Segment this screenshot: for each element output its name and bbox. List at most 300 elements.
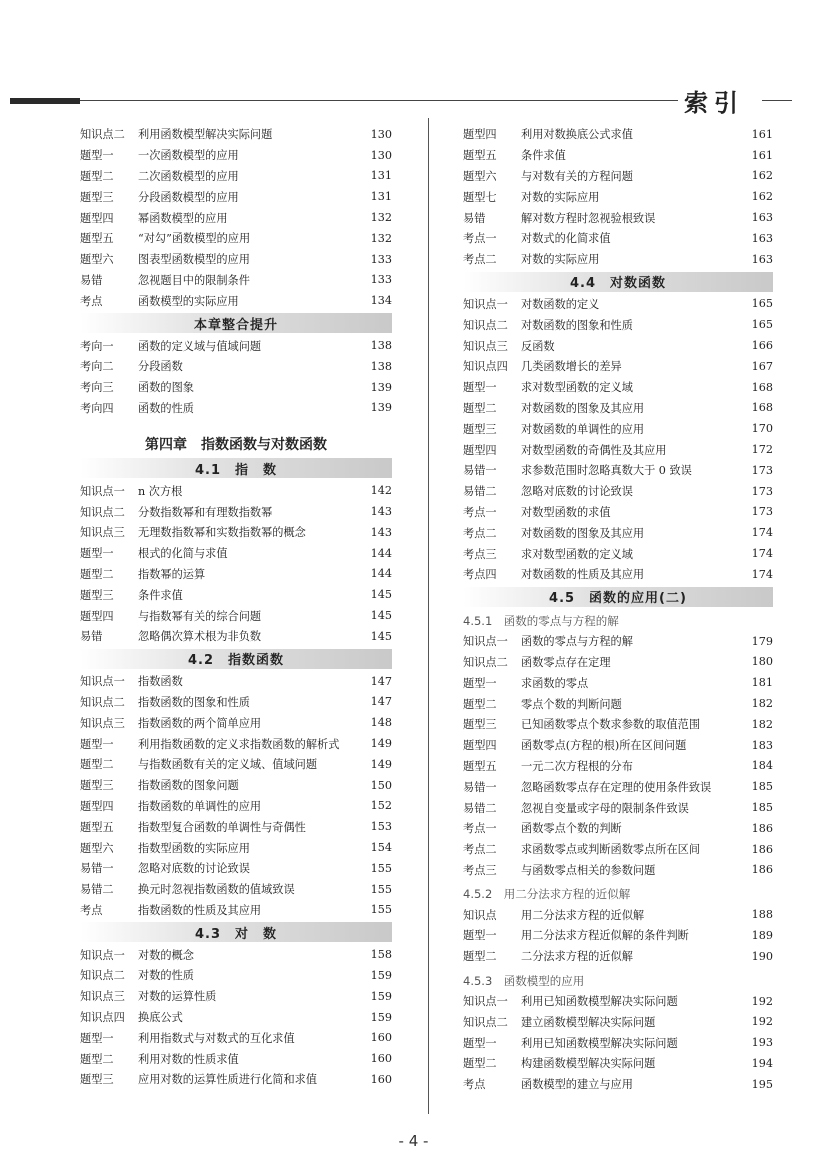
toc-entry <box>80 626 392 647</box>
subsection-heading: 4.5.3 函数模型的应用 <box>463 973 585 988</box>
toc-label: 知识点一 <box>463 995 508 1009</box>
toc-page: 182 <box>751 717 773 731</box>
toc-text: 忽略对底数的讨论致误 <box>521 485 633 499</box>
toc-label: 知识点二 <box>463 318 508 332</box>
toc-entry <box>463 522 773 543</box>
toc-label: 考点四 <box>463 568 497 582</box>
toc-page: 132 <box>370 211 392 225</box>
toc-text: 分段函数模型的应用 <box>138 190 239 204</box>
toc-entry <box>80 733 392 754</box>
toc-page: 138 <box>370 359 392 373</box>
toc-label: 题型一 <box>463 929 497 943</box>
toc-text: 利用指数函数的定义求指数函数的解析式 <box>138 737 340 751</box>
toc-entry <box>80 522 392 543</box>
toc-text: 建立函数模型解决实际问题 <box>521 1015 656 1029</box>
toc-entry <box>80 398 392 419</box>
toc-page: 190 <box>751 949 773 963</box>
toc-label: 题型一 <box>80 149 114 163</box>
toc-page: 158 <box>370 948 392 962</box>
left-column <box>80 124 392 1090</box>
toc-page: 192 <box>751 1015 773 1029</box>
toc-label: 知识点一 <box>80 484 125 498</box>
toc-label: 考向四 <box>80 401 114 415</box>
toc-text: 对数型函数的求值 <box>521 505 611 519</box>
toc-group <box>80 124 392 311</box>
toc-page: 145 <box>370 588 392 602</box>
toc-text: 对数函数的定义 <box>521 297 600 311</box>
toc-page: 148 <box>370 716 392 730</box>
toc-page: 186 <box>751 821 773 835</box>
toc-label: 知识点三 <box>80 526 125 540</box>
toc-text: 忽视题目中的限制条件 <box>138 273 250 287</box>
toc-text: 应用对数的运算性质进行化简和求值 <box>138 1073 318 1087</box>
toc-entry <box>80 754 392 775</box>
toc-entry <box>463 186 773 207</box>
toc-label: 题型四 <box>80 609 114 623</box>
toc-page: 152 <box>370 799 392 813</box>
toc-text: 用二分法求方程近似解的条件判断 <box>521 929 689 943</box>
toc-entry <box>80 837 392 858</box>
toc-text: 指数函数的图象和性质 <box>138 695 250 709</box>
toc-label: 考点一 <box>463 232 497 246</box>
toc-text: 指数函数的单调性的应用 <box>138 799 262 813</box>
toc-label: 考向三 <box>80 381 114 395</box>
header-rule-right <box>762 100 792 101</box>
toc-page: 149 <box>370 737 392 751</box>
toc-text: n 次方根 <box>138 484 183 498</box>
toc-label: 题型一 <box>463 1036 497 1050</box>
toc-label: 题型三 <box>463 718 497 732</box>
toc-label: 考点三 <box>463 547 497 561</box>
toc-entry <box>463 564 773 585</box>
toc-entry <box>463 693 773 714</box>
toc-text: 函数零点(方程的根)所在区间问题 <box>521 739 687 753</box>
toc-entry <box>80 605 392 626</box>
toc-label: 知识点二 <box>463 655 508 669</box>
toc-entry <box>80 986 392 1007</box>
toc-entry <box>80 1048 392 1069</box>
toc-page: 184 <box>751 759 773 773</box>
toc-entry <box>463 145 773 166</box>
toc-page: 194 <box>751 1056 773 1070</box>
toc-entry <box>80 124 392 145</box>
toc-entry <box>80 944 392 965</box>
toc-label: 题型一 <box>80 547 114 561</box>
toc-label: 易错二 <box>463 801 497 815</box>
toc-text: 对数函数的性质及其应用 <box>521 568 645 582</box>
toc-label: 题型二 <box>463 1057 497 1071</box>
toc-entry <box>463 439 773 460</box>
toc-label: 题型五 <box>463 759 497 773</box>
toc-entry <box>80 858 392 879</box>
toc-text: 利用指数式与对数式的互化求值 <box>138 1031 295 1045</box>
toc-entry <box>463 314 773 335</box>
toc-text: 对数函数的图象及其应用 <box>521 526 645 540</box>
toc-group <box>463 631 773 881</box>
section-heading: 4.5 函数的应用(二) <box>463 587 773 607</box>
toc-text: 解对数方程时忽视验根致误 <box>521 211 656 225</box>
toc-label: 知识点二 <box>463 1015 508 1029</box>
toc-entry <box>80 564 392 585</box>
toc-label: 易错二 <box>80 883 114 897</box>
toc-label: 易错 <box>80 273 103 287</box>
toc-text: 条件求值 <box>138 588 183 602</box>
toc-label: 知识点 <box>463 908 497 922</box>
toc-text: 利用已知函数模型解决实际问题 <box>521 1036 678 1050</box>
toc-page: 130 <box>370 127 392 141</box>
toc-page: 155 <box>370 882 392 896</box>
toc-label: 题型一 <box>463 381 497 395</box>
toc-page: 182 <box>751 697 773 711</box>
toc-text: 求对数型函数的定义域 <box>521 547 633 561</box>
toc-label: 题型三 <box>463 422 497 436</box>
section-heading: 4.1 指 数 <box>80 458 392 478</box>
section-heading: 本章整合提升 <box>80 313 392 333</box>
toc-entry <box>80 501 392 522</box>
toc-text: 二分法求方程的近似解 <box>521 950 633 964</box>
toc-page: 132 <box>370 231 392 245</box>
toc-page: 144 <box>370 567 392 581</box>
toc-text: 利用对数换底公式求值 <box>521 128 633 142</box>
toc-page: 133 <box>370 252 392 266</box>
toc-page: 160 <box>370 1052 392 1066</box>
toc-text: 二次函数模型的应用 <box>138 169 239 183</box>
toc-page: 147 <box>370 674 392 688</box>
toc-entry <box>463 1032 773 1053</box>
toc-label: 考点二 <box>463 253 497 267</box>
toc-entry <box>463 228 773 249</box>
toc-page: 174 <box>751 547 773 561</box>
toc-entry <box>463 735 773 756</box>
toc-text: 指数函数的图象问题 <box>138 779 239 793</box>
toc-page: 142 <box>370 484 392 498</box>
toc-text: 零点个数的判断问题 <box>521 697 622 711</box>
toc-text: 函数零点存在定理 <box>521 655 611 669</box>
toc-text: 与指数幂有关的综合问题 <box>138 609 262 623</box>
toc-text: 求对数型函数的定义域 <box>521 381 633 395</box>
toc-page: 160 <box>370 1031 392 1045</box>
toc-text: 几类函数增长的差异 <box>521 360 622 374</box>
toc-group <box>463 294 773 585</box>
toc-entry <box>463 631 773 652</box>
toc-text: 分段函数 <box>138 360 183 374</box>
toc-page: 147 <box>370 695 392 709</box>
toc-entry <box>80 1027 392 1048</box>
toc-label: 知识点四 <box>463 360 508 374</box>
toc-page: 185 <box>751 780 773 794</box>
toc-label: 易错二 <box>463 485 497 499</box>
toc-label: 知识点三 <box>463 339 508 353</box>
toc-text: 对数函数的图象及其应用 <box>521 401 645 415</box>
page-number: - 4 - <box>398 1132 429 1150</box>
toc-label: 题型五 <box>80 820 114 834</box>
toc-label: 题型二 <box>80 567 114 581</box>
toc-page: 153 <box>370 820 392 834</box>
toc-page: 174 <box>751 526 773 540</box>
toc-page: 139 <box>370 401 392 415</box>
toc-entry <box>80 1069 392 1090</box>
toc-page: 193 <box>751 1036 773 1050</box>
toc-text: 求函数零点或判断函数零点所在区间 <box>521 843 701 857</box>
toc-page: 192 <box>751 994 773 1008</box>
right-column <box>463 124 773 1095</box>
toc-label: 知识点一 <box>80 948 125 962</box>
toc-entry <box>80 228 392 249</box>
toc-label: 题型二 <box>80 758 114 772</box>
toc-text: 对数的概念 <box>138 948 194 962</box>
toc-text: 对数的实际应用 <box>521 190 600 204</box>
toc-page: 173 <box>751 484 773 498</box>
toc-entry <box>80 965 392 986</box>
toc-entry <box>463 797 773 818</box>
toc-entry <box>463 776 773 797</box>
toc-label: 题型五 <box>80 232 114 246</box>
toc-page: 162 <box>751 190 773 204</box>
toc-page: 159 <box>370 968 392 982</box>
toc-group <box>463 904 773 966</box>
toc-page: 168 <box>751 401 773 415</box>
toc-label: 题型二 <box>80 169 114 183</box>
toc-label: 考点 <box>80 903 103 917</box>
column-divider <box>428 118 429 1114</box>
toc-label: 易错一 <box>463 464 497 478</box>
toc-text: 函数的定义域与值域问题 <box>138 339 262 353</box>
toc-text: 指数函数的性质及其应用 <box>138 903 262 917</box>
section-heading: 4.3 对 数 <box>80 922 392 942</box>
section-heading: 4.4 对数函数 <box>463 272 773 292</box>
toc-page: 179 <box>751 634 773 648</box>
section-heading: 4.2 指数函数 <box>80 649 392 669</box>
toc-text: 换元时忽视指数函数的值域致误 <box>138 883 295 897</box>
toc-page: 161 <box>751 127 773 141</box>
toc-label: 题型三 <box>80 779 114 793</box>
subsection-heading: 4.5.1 函数的零点与方程的解 <box>463 613 619 628</box>
toc-text: 忽视自变量或字母的限制条件致误 <box>521 801 689 815</box>
toc-entry <box>80 796 392 817</box>
toc-label: 易错一 <box>80 862 114 876</box>
toc-page: 154 <box>370 841 392 854</box>
toc-label: 知识点四 <box>80 1011 125 1025</box>
toc-label: 知识点三 <box>80 716 125 730</box>
toc-entry <box>80 900 392 921</box>
toc-entry <box>463 249 773 270</box>
toc-page: 174 <box>751 567 773 581</box>
toc-text: 函数模型的建立与应用 <box>521 1078 633 1092</box>
toc-text: 构建函数模型解决实际问题 <box>521 1057 656 1071</box>
toc-text: 反函数 <box>521 339 555 353</box>
toc-text: 用二分法求方程的近似解 <box>521 908 645 922</box>
toc-entry <box>80 692 392 713</box>
toc-text: 对数函数的图象和性质 <box>521 318 633 332</box>
toc-entry <box>463 398 773 419</box>
toc-label: 考向二 <box>80 360 114 374</box>
toc-label: 题型二 <box>463 401 497 415</box>
toc-label: 易错 <box>80 630 103 644</box>
toc-label: 题型六 <box>463 169 497 183</box>
toc-label: 考向一 <box>80 339 114 353</box>
toc-page: 188 <box>751 908 773 922</box>
toc-text: 函数模型的实际应用 <box>138 294 239 308</box>
toc-text: 忽略偶次算术根为非负数 <box>138 630 262 644</box>
toc-page: 155 <box>370 903 392 917</box>
toc-entry <box>80 335 392 356</box>
toc-text: 一元二次方程根的分布 <box>521 759 633 773</box>
toc-page: 144 <box>370 546 392 560</box>
toc-entry <box>80 879 392 900</box>
toc-page: 138 <box>370 339 392 353</box>
toc-text: 分数指数幂和有理数指数幂 <box>138 505 273 519</box>
toc-label: 题型六 <box>80 253 114 267</box>
toc-label: 易错一 <box>463 780 497 794</box>
toc-entry <box>80 377 392 398</box>
toc-label: 题型三 <box>80 1073 114 1087</box>
page-header <box>0 0 827 120</box>
toc-page: 173 <box>751 505 773 519</box>
subsection-heading: 4.5.2 用二分法求方程的近似解 <box>463 887 631 902</box>
toc-entry <box>463 481 773 502</box>
toc-group <box>80 335 392 418</box>
toc-page: 150 <box>370 778 392 792</box>
toc-entry <box>80 356 392 377</box>
toc-entry <box>80 249 392 270</box>
toc-entry <box>80 166 392 187</box>
toc-text: 与指数函数有关的定义域、值域问题 <box>138 758 318 772</box>
toc-label: 知识点二 <box>80 695 125 709</box>
toc-entry <box>463 904 773 925</box>
toc-entry <box>463 925 773 946</box>
toc-entry <box>463 756 773 777</box>
header-title: 索引 <box>684 89 744 117</box>
toc-entry <box>80 186 392 207</box>
toc-label: 考点二 <box>463 843 497 857</box>
toc-entry <box>80 775 392 796</box>
toc-page: 145 <box>370 629 392 643</box>
toc-entry <box>80 816 392 837</box>
toc-label: 题型四 <box>463 443 497 457</box>
toc-entry <box>463 543 773 564</box>
toc-page: 185 <box>751 801 773 814</box>
toc-entry <box>463 946 773 967</box>
toc-label: 题型一 <box>463 676 497 690</box>
toc-page: 170 <box>751 422 773 436</box>
toc-page: 183 <box>751 738 773 752</box>
toc-text: 对数的运算性质 <box>138 990 217 1004</box>
toc-page: 143 <box>370 525 392 539</box>
toc-text: 求参数范围时忽略真数大于 0 致误 <box>521 464 692 478</box>
toc-text: 忽略对底数的讨论致误 <box>138 862 250 876</box>
toc-entry <box>80 543 392 564</box>
toc-entry <box>463 1053 773 1074</box>
toc-entry <box>80 207 392 228</box>
toc-page: 180 <box>751 655 773 669</box>
toc-group <box>80 480 392 646</box>
toc-entry <box>463 377 773 398</box>
toc-text: 利用已知函数模型解决实际问题 <box>521 995 678 1009</box>
toc-page: 160 <box>370 1072 392 1086</box>
toc-text: 指数幂的运算 <box>138 567 206 581</box>
toc-text: 幂函数模型的应用 <box>138 211 228 225</box>
toc-page: 131 <box>370 190 392 204</box>
toc-entry <box>80 671 392 692</box>
toc-page: 143 <box>370 505 392 519</box>
toc-entry <box>80 712 392 733</box>
toc-page: 172 <box>751 443 773 457</box>
toc-text: 函数的零点与方程的解 <box>521 635 633 649</box>
toc-entry <box>463 839 773 860</box>
toc-entry <box>463 418 773 439</box>
toc-page: 163 <box>751 252 773 266</box>
toc-entry <box>463 294 773 315</box>
toc-entry <box>463 991 773 1012</box>
toc-entry <box>80 1007 392 1028</box>
toc-label: 题型五 <box>463 149 497 163</box>
toc-entry <box>463 207 773 228</box>
toc-entry <box>463 460 773 481</box>
toc-entry <box>463 860 773 881</box>
toc-page: 195 <box>751 1077 773 1091</box>
toc-entry <box>463 1074 773 1095</box>
toc-label: 题型二 <box>463 950 497 964</box>
toc-entry <box>80 290 392 311</box>
toc-entry <box>463 1011 773 1032</box>
toc-text: 一次函数模型的应用 <box>138 149 239 163</box>
toc-entry <box>463 714 773 735</box>
toc-group <box>80 944 392 1090</box>
toc-page: 133 <box>370 273 392 287</box>
toc-page: 159 <box>370 1010 392 1024</box>
toc-label: 知识点一 <box>463 635 508 649</box>
toc-label: 题型四 <box>463 739 497 753</box>
toc-text: 无理数指数幂和实数指数幂的概念 <box>138 526 306 540</box>
toc-text: 对数函数的单调性的应用 <box>521 422 645 436</box>
toc-entry <box>463 124 773 145</box>
toc-entry <box>463 356 773 377</box>
toc-entry <box>463 166 773 187</box>
toc-entry <box>463 818 773 839</box>
toc-entry <box>80 145 392 166</box>
toc-label: 题型一 <box>80 737 114 751</box>
toc-label: 题型四 <box>80 211 114 225</box>
toc-label: 题型七 <box>463 190 497 204</box>
toc-page: 163 <box>751 231 773 245</box>
toc-page: 159 <box>370 989 392 1003</box>
toc-label: 题型二 <box>463 697 497 711</box>
toc-group <box>463 991 773 1095</box>
toc-label: 知识点一 <box>80 675 125 689</box>
toc-entry <box>463 335 773 356</box>
toc-entry <box>463 672 773 693</box>
toc-text: 利用对数的性质求值 <box>138 1052 239 1066</box>
toc-text: 指数型函数的实际应用 <box>138 841 250 855</box>
toc-text: 对数的实际应用 <box>521 253 600 267</box>
toc-entry <box>80 584 392 605</box>
toc-page: 134 <box>370 294 392 308</box>
toc-label: 题型三 <box>80 190 114 204</box>
toc-text: 根式的化简与求值 <box>138 547 228 561</box>
toc-entry <box>463 502 773 523</box>
toc-page: 166 <box>751 339 773 353</box>
toc-label: 易错 <box>463 211 486 225</box>
toc-label: 考点一 <box>463 505 497 519</box>
toc-text: 与函数零点相关的参数问题 <box>521 863 656 877</box>
toc-page: 165 <box>751 297 773 311</box>
toc-label: 题型六 <box>80 841 114 855</box>
toc-page: 155 <box>370 861 392 875</box>
toc-text: 指数型复合函数的单调性与奇偶性 <box>138 820 306 834</box>
toc-page: 149 <box>370 757 392 771</box>
toc-page: 139 <box>370 380 392 394</box>
toc-page: 165 <box>751 318 773 332</box>
